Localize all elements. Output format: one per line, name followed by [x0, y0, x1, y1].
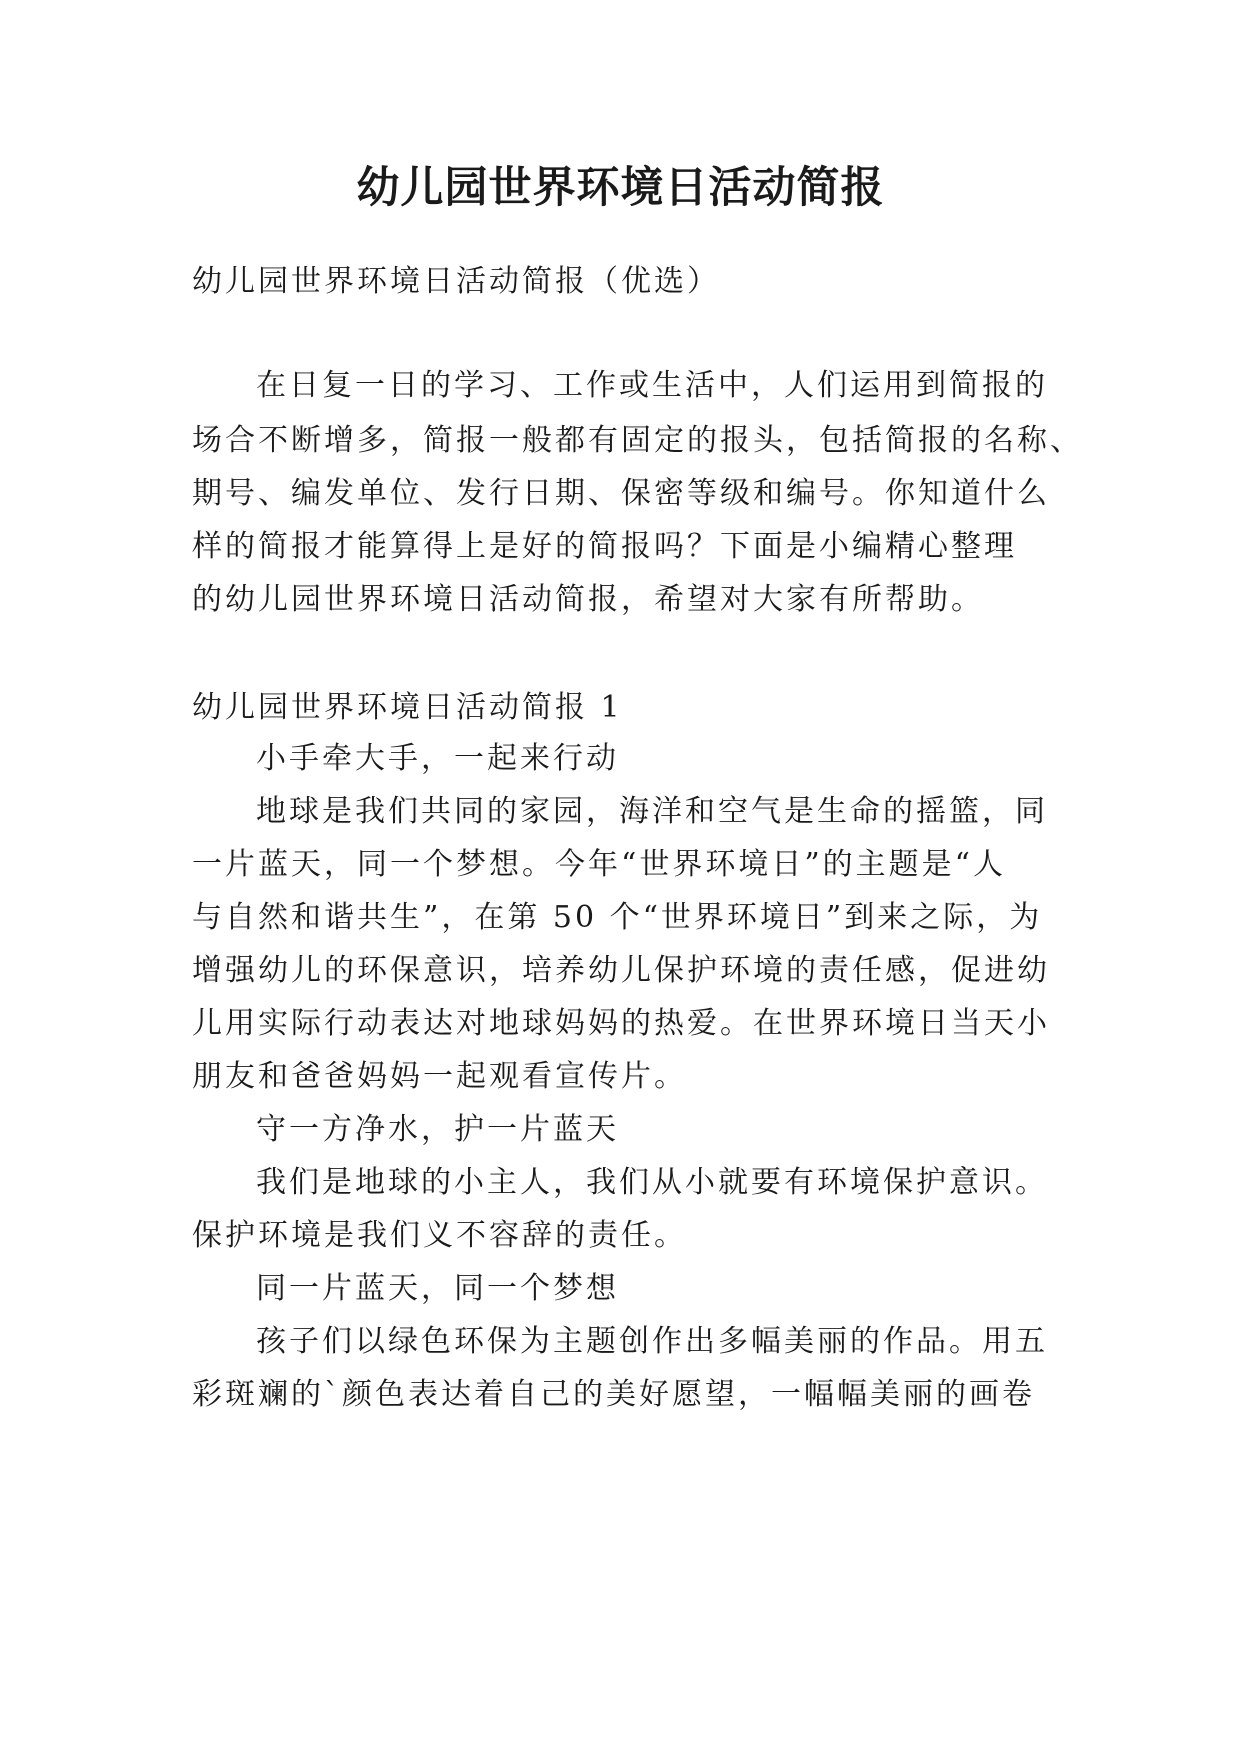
subheading-1: 小手牵大手，一起来行动 — [256, 741, 619, 776]
paragraph-line: 增强幼儿的环保意识，培养幼儿保护环境的责任感，促进幼 — [192, 953, 1050, 988]
intro-line: 的幼儿园世界环境日活动简报，希望对大家有所帮助。 — [192, 582, 984, 617]
paragraph-line: 儿用实际行动表达对地球妈妈的热爱。在世界环境日当天小 — [192, 1006, 1050, 1041]
document-subtitle: 幼儿园世界环境日活动简报（优选） — [192, 264, 720, 299]
paragraph-line: 一片蓝天，同一个梦想。今年“世界环境日”的主题是“人 — [192, 847, 1007, 882]
section-heading: 幼儿园世界环境日活动简报 1 — [192, 690, 623, 725]
paragraph-line: 与自然和谐共生”，在第 50 个“世界环境日”到来之际，为 — [192, 900, 1043, 935]
paragraph-line: 地球是我们共同的家园，海洋和空气是生命的摇篮，同 — [256, 794, 1048, 829]
intro-line: 场合不断增多，简报一般都有固定的报头，包括简报的名称、 — [192, 423, 1083, 458]
intro-line: 样的简报才能算得上是好的简报吗？下面是小编精心整理 — [192, 529, 1017, 564]
intro-line: 在日复一日的学习、工作或生活中，人们运用到简报的 — [256, 368, 1048, 403]
paragraph-line: 我们是地球的小主人，我们从小就要有环境保护意识。 — [256, 1165, 1048, 1200]
paragraph-line: 孩子们以绿色环保为主题创作出多幅美丽的作品。用五 — [256, 1324, 1048, 1359]
document-title: 幼儿园世界环境日活动简报 — [356, 163, 885, 213]
paragraph-line: 彩斑斓的`颜色表达着自己的美好愿望，一幅幅美丽的画卷 — [192, 1377, 1035, 1412]
intro-line: 期号、编发单位、发行日期、保密等级和编号。你知道什么 — [192, 476, 1050, 511]
paragraph-line: 朋友和爸爸妈妈一起观看宣传片。 — [192, 1059, 687, 1094]
subheading-2: 守一方净水，护一片蓝天 — [256, 1112, 619, 1147]
subheading-3: 同一片蓝天，同一个梦想 — [256, 1271, 619, 1306]
paragraph-line: 保护环境是我们义不容辞的责任。 — [192, 1218, 687, 1253]
